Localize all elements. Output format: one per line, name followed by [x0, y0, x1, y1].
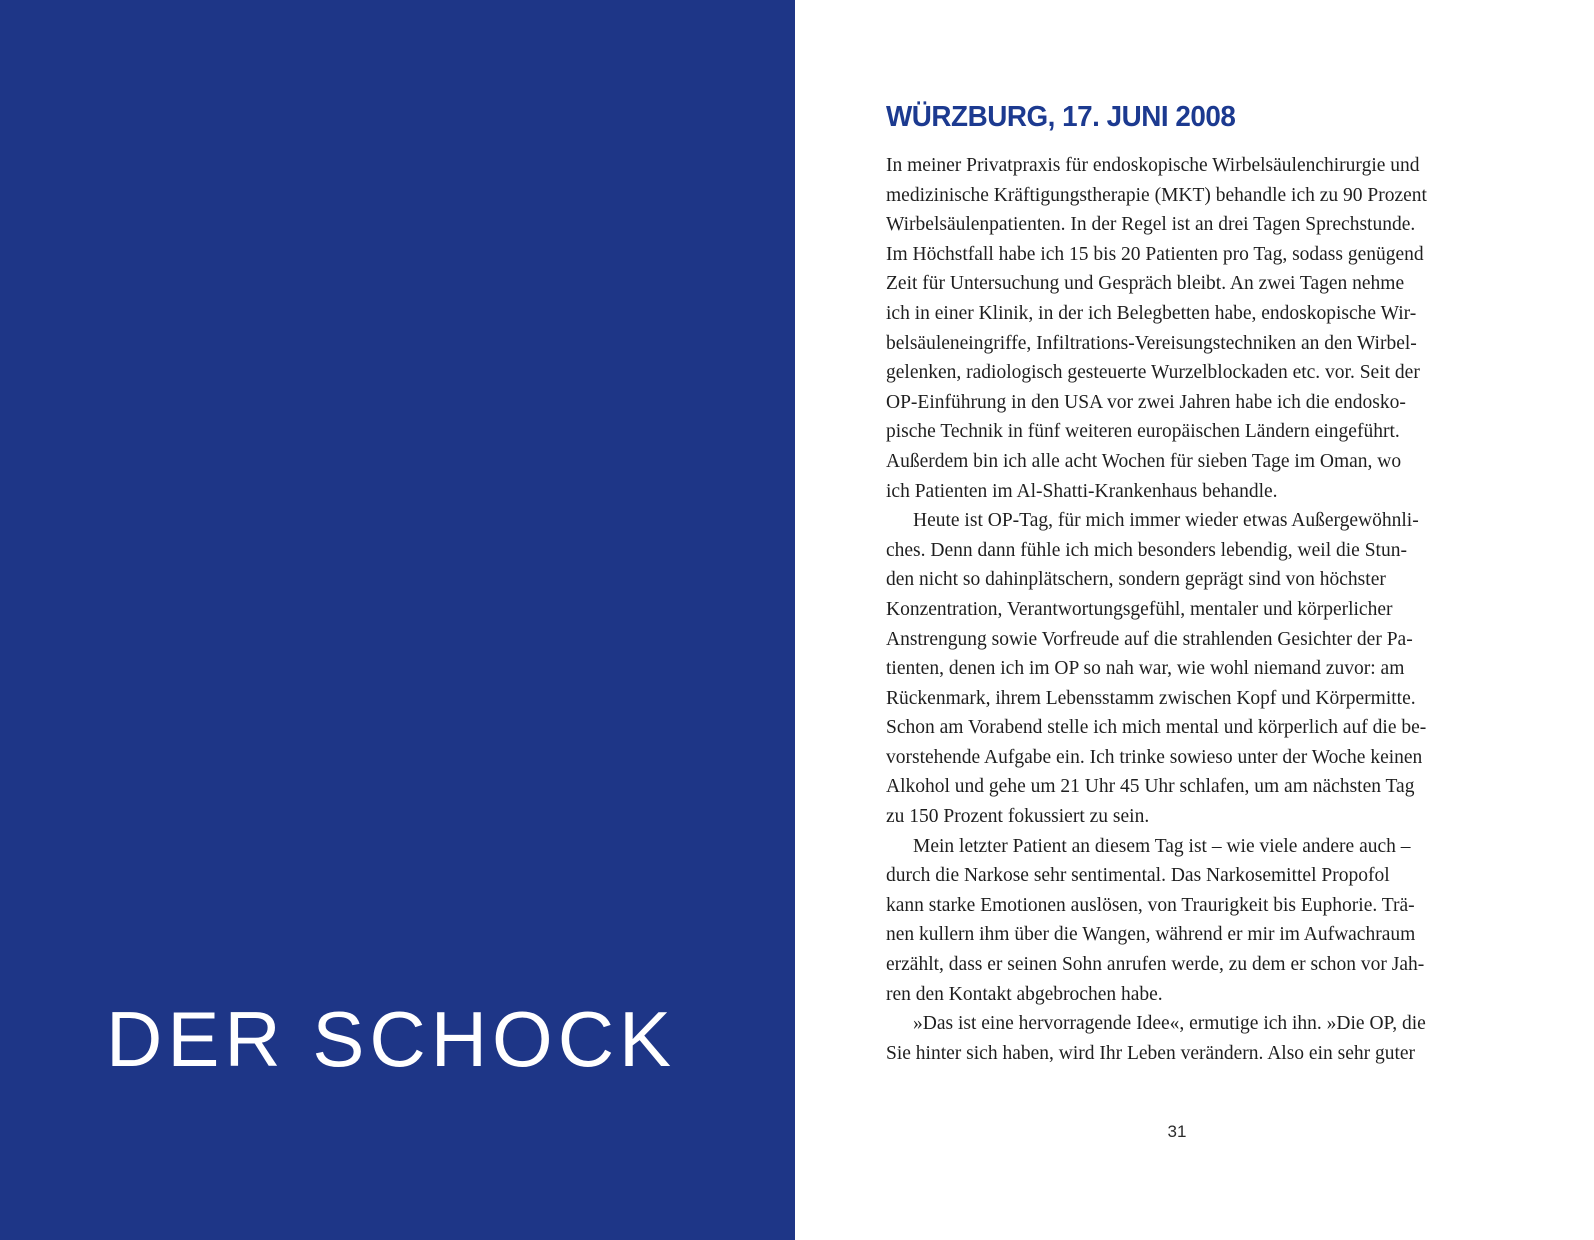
text-line: nen kullern ihm über die Wangen, während er mir im Aufwachraum	[886, 924, 1416, 946]
text-line: In meiner Privatpraxis für endoskopische Wirbelsäulenchirurgie und	[886, 155, 1420, 176]
text-line: durch die Narkose sehr sentimental. Das Narkosemittel Propofol	[886, 865, 1390, 887]
text-line: »Das ist eine hervorragende Idee«, ermutige ich ihn. »Die OP, die	[913, 1013, 1426, 1035]
text-line: medizinische Kräftigungstherapie (MKT) behandle ich zu 90 Prozent	[886, 184, 1427, 206]
text-line: kann starke Emotionen auslösen, von Traurigkeit bis Euphorie. Trä-	[886, 894, 1415, 916]
text-line: Alkohol und gehe um 21 Uhr 45 Uhr schlafen, um am nächsten Tag	[886, 776, 1415, 798]
text-line: pische Technik in fünf weiteren europäischen Ländern eingeführt.	[886, 421, 1400, 443]
chapter-title: DER SCHOCK	[106, 995, 677, 1083]
text-line: ich Patienten im Al-Shatti-Krankenhaus behandle.	[886, 480, 1278, 502]
text-line: ches. Denn dann fühle ich mich besonders lebendig, weil die Stun-	[886, 539, 1407, 561]
text-line: zu 150 Prozent fokussiert zu sein.	[886, 806, 1150, 828]
text-line: Mein letzter Patient an diesem Tag ist – wie viele andere auch –	[913, 835, 1411, 857]
left-page	[0, 0, 795, 1240]
text-line: Heute ist OP-Tag, für mich immer wieder etwas Außergewöhnli-	[913, 510, 1419, 532]
text-line: Konzentration, Verantwortungsgefühl, mentaler und körperlicher	[886, 598, 1393, 620]
text-line: Schon am Vorabend stelle ich mich mental und körperlich auf die be-	[886, 717, 1427, 739]
text-line: belsäuleneingriffe, Infiltrations-Vereisungstechniken an den Wirbel-	[886, 332, 1417, 354]
right-page	[795, 0, 1594, 1240]
text-line: Zeit für Untersuchung und Gespräch bleibt. An zwei Tagen nehme	[886, 273, 1405, 295]
page-number: 31	[1167, 1122, 1187, 1141]
text-line: Im Höchstfall habe ich 15 bis 20 Patienten pro Tag, sodass genügend	[886, 243, 1424, 265]
text-line: Außerdem bin ich alle acht Wochen für sieben Tage im Oman, wo	[886, 450, 1402, 472]
text-line: vorstehende Aufgabe ein. Ich trinke sowieso unter der Woche keinen	[886, 746, 1423, 768]
text-line: Sie hinter sich haben, wird Ihr Leben verändern. Also ein sehr guter	[886, 1042, 1416, 1064]
text-line: Anstrengung sowie Vorfreude auf die strahlenden Gesichter der Pa-	[886, 628, 1413, 650]
text-line: ren den Kontakt abgebrochen habe.	[886, 983, 1163, 1005]
text-line: Wirbelsäulenpatienten. In der Regel ist an drei Tagen Sprechstunde.	[886, 214, 1416, 236]
text-line: den nicht so dahinplätschern, sondern geprägt sind von höchster	[886, 569, 1386, 591]
text-line: gelenken, radiologisch gesteuerte Wurzelblockaden etc. vor. Seit der	[886, 362, 1420, 384]
section-heading: WÜRZBURG, 17. JUNI 2008	[886, 101, 1236, 133]
body-text	[886, 151, 1468, 1068]
text-line: tienten, denen ich im OP so nah war, wie wohl niemand zuvor: am	[886, 658, 1405, 680]
text-line: ich in einer Klinik, in der ich Belegbetten habe, endoskopische Wir-	[886, 302, 1417, 324]
text-line: OP-Einführung in den USA vor zwei Jahren habe ich die endosko-	[886, 391, 1406, 413]
text-line: Rückenmark, ihrem Lebensstamm zwischen Kopf und Körpermitte.	[886, 687, 1416, 709]
text-line: erzählt, dass er seinen Sohn anrufen werde, zu dem er schon vor Jah-	[886, 954, 1425, 976]
